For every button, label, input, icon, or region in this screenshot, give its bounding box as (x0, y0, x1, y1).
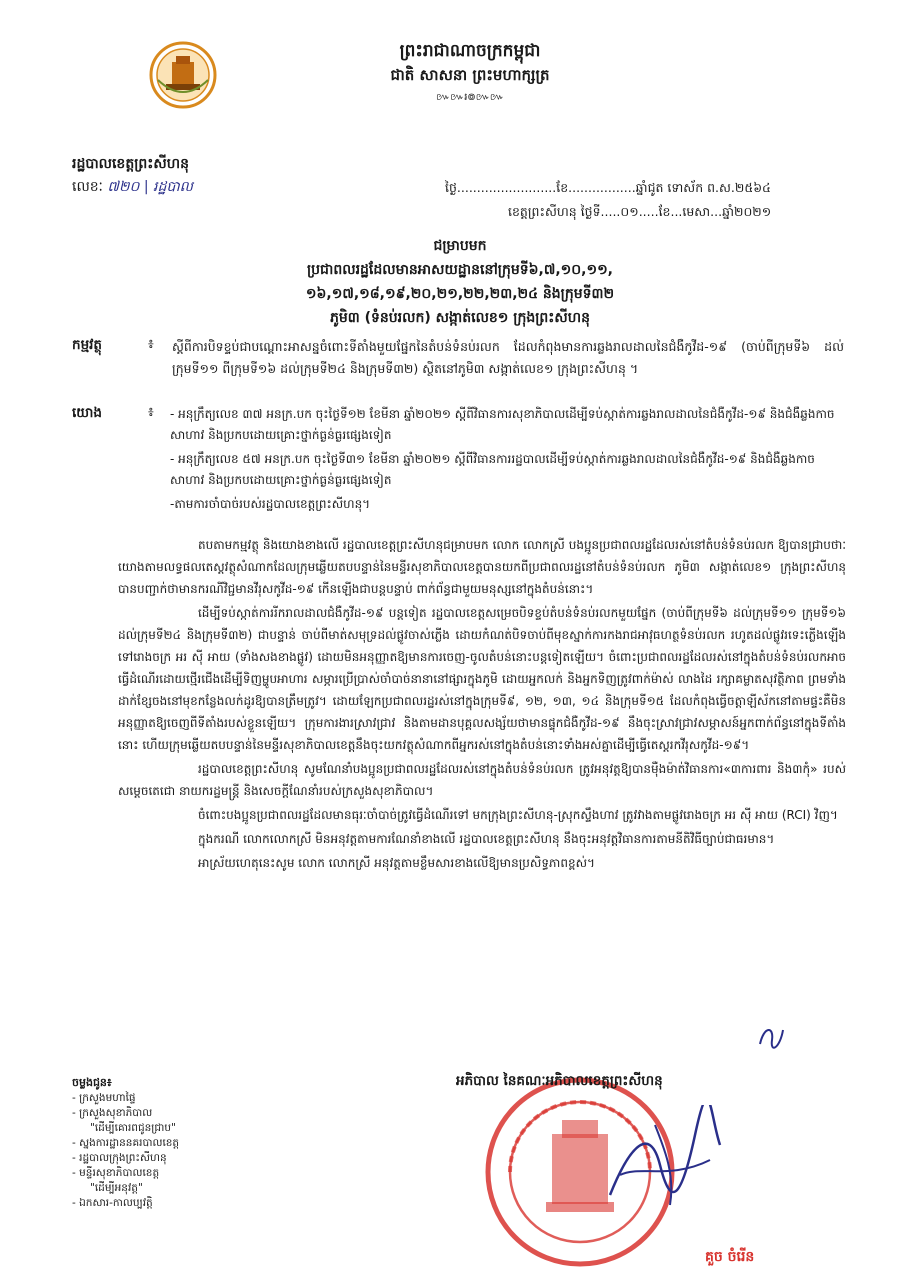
body-paragraph: រដ្ឋបាលខេត្តព្រះសីហនុ សូមណែនាំបងប្អូនប្រជាពលរដ្ឋដែលរស់នៅក្នុងតំបន់ទំនប់រលក ត្រូវអនុវត្តឱ្យបានម៉ឺងម៉ាត់វិធានការ«៣ការពារ និង៣កុំ» របស់សម្តេចតេជោ នាយករដ្ឋមន្ត្រី និងសេចក្តីណែនាំរបស់ក្រសួងសុខាភិបាល។ (118, 762, 846, 798)
cc-item: - មន្ទីរសុខាភិបាលខេត្ត (72, 1167, 160, 1179)
notice-line-1: ប្រជាពលរដ្ឋដែលមានអាសយដ្ឋាននៅក្រុមទី៦,៧,១០,១១, (307, 262, 613, 278)
cc-item: - ក្រសួងសុខាភិបាល (72, 1107, 153, 1119)
cc-item: - រដ្ឋបាលក្រុងព្រះសីហនុ (72, 1152, 167, 1164)
cc-item: "ដើម្បីគោរពជូនជ្រាប" (90, 1122, 176, 1134)
body-paragraph: អាស្រ័យហេតុនេះសូម លោក លោកស្រី អនុវត្តតាមខ្លឹមសារខាងលើឱ្យមានប្រសិទ្ធភាពខ្ពស់។ (198, 856, 595, 870)
solar-date: ខេត្តព្រះសីហនុ ថ្ងៃទី.....០១.....ខែ...មេសា...ឆ្នាំ២០២១ (508, 204, 772, 219)
subject-text: ស្តីពីការបិទខ្ទប់ជាបណ្តោះអាសន្នចំពោះទីតាំងមួយផ្នែកនៃតំបន់ទំនប់រលក ដែលកំពុងមានការឆ្លងរាលដាលនៃជំងឺកូវីដ-១៩ (ចាប់ពីក្រុមទី៦ ដល់ក្រុមទី១១ ពីក្រុមទី១៦ ដល់ក្រុមទី២៤ និងក្រុមទី៣២) ស្ថិតនៅភូមិ៣ សង្កាត់លេខ១ ក្រុងព្រះសីហនុ ។ (172, 339, 844, 376)
subject-label: កម្មវត្ថុ (72, 337, 102, 353)
ornament: ៚៚៛៙៚៚ (435, 92, 505, 103)
cc-title: ចម្លងជូន៖ (72, 1076, 112, 1089)
notice-line-3: ភូមិ៣ (ទំនប់រលក) សង្កាត់លេខ១ ក្រុងព្រះសីហនុ (330, 310, 590, 326)
reference-sep: ៖ (148, 405, 154, 420)
body-paragraph: តបតាមកម្មវត្ថុ និងយោងខាងលើ រដ្ឋបាលខេត្តព្រះសីហនុជម្រាបមក លោក លោកស្រី បងប្អូនប្រជាពលរដ្ឋដែលរស់នៅតំបន់ទំនប់រលក ឱ្យបានជ្រាបថាៈ យោងតាមលទ្ធផលតេស្តវត្ថុសំណាកដែលក្រុមឆ្លើយតបបន្ទាន់នៃមន្ទីរសុខាភិបាលខេត្តបានយកពីប្រជាពលរដ្ឋនៅតំបន់ទំនប់រលក ភូមិ៣ សង្កាត់លេខ១ ក្រុងព្រះសីហនុ បានបញ្ជាក់ថាមានករណីវិជ្ជមានវីរុសកូវីដ-១៩ កើនឡើងជាបន្តបន្ទាប់ ពាក់ព័ន្ធជាមួយមនុស្សនៅក្នុងតំបន់នោះ។ (118, 538, 846, 596)
cc-item: - ឯកសារ-កាលប្បវត្តិ (72, 1197, 153, 1209)
subject-sep: ៖ (148, 337, 154, 352)
notice-line-2: ១៦,១៧,១៨,១៩,២០,២១,២២,២៣,២៤ និងក្រុមទី៣២ (305, 286, 615, 302)
body-paragraph: ក្នុងករណី លោកលោកស្រី មិនអនុវត្តតាមការណែនាំខាងលើ រដ្ឋបាលខេត្តព្រះសីហនុ នឹងចុះអនុវត្តវិធានការតាមនីតិវិធីច្បាប់ជាធរមាន។ (198, 832, 775, 846)
reference-item: - អនុក្រឹត្យលេខ ៣៧ អនក្រ.បក ចុះថ្ងៃទី១២ ខែមីនា ឆ្នាំ២០២១ ស្តីពីវិធានការសុខាភិបាលដើម្បីទប់ស្កាត់ការឆ្លងរាលដាលនៃជំងឺកូវីដ-១៩ និងជំងឺឆ្លងកាចសាហាវ និងប្រកបដោយគ្រោះថ្នាក់ធ្ងន់ធ្ងរផ្សេងទៀត (170, 407, 835, 442)
signature-title: អភិបាល នៃគណៈអភិបាលខេត្តព្រះសីហនុ (456, 1073, 663, 1089)
body-paragraph: ដើម្បីទប់ស្កាត់ការរីករាលដាលជំងឺកូវីដ-១៩ បន្តទៀត រដ្ឋបាលខេត្តសម្រេចបិទខ្ទប់តំបន់ទំនប់រលកមួយផ្នែក (ចាប់ពីក្រុមទី៦ ដល់ក្រុមទី១១ ក្រុមទី១៦ ដល់ក្រុមទី២៤ និងក្រុមទី៣២) ជាបន្ទាន់ ចាប់ពីមាត់សមុទ្រដល់ផ្លូវចាស់ភ្លើង ដោយកំណត់បិទចាប់ពីមុខស្នាក់ការកងរាជអាវុធហត្ថទំនប់រលក រហូតដល់ផ្លូវរទេះភ្លើងឡើងទៅរោងចក្រ អរ ស៊ី អាយ (ទាំងសងខាងផ្លូវ) ដោយមិនអនុញ្ញាតឱ្យមានការចេញ-ចូលតំបន់នោះបន្តទៀតឡើយ។ ចំពោះប្រជាពលរដ្ឋដែលរស់នៅក្នុងតំបន់ទំនប់រលកអាចធ្វើដំណើរដោយថ្មើរជើងដើម្បីទិញម្ហូបអាហារ សម្ភារប្រើប្រាស់ចាំបាច់នានានៅផ្សារក្នុងភូមិ ដោយអ្នកលក់ និងអ្នកទិញត្រូវពាក់ម៉ាស់ លាងដៃ រក្សាគម្លាតសុវត្ថិភាព ព្រមទាំងដាក់ខ្សែចងនៅមុខកន្លែងលក់ដូរឱ្យបានត្រឹមត្រូវ។ ដោយឡែកប្រជាពលរដ្ឋរស់នៅក្នុងក្រុមទី៩, ១២, ១៣, ១៤ និងក្រុមទី១៥ ដែលកំពុងធ្វើចត្តាឡីស័កនៅតាមផ្ទះគឺមិនអនុញ្ញាតឱ្យចេញពីទីតាំងរបស់ខ្លួនឡើយ។ ក្រុមការងារស្រាវជ្រាវ និងតាមដានបុគ្គលសង្ស័យថាមានផ្ទុកជំងឺកូវីដ-១៩ នឹងចុះស្រាវជ្រាវសម្ភាសន៍អ្នកពាក់ព័ន្ធនៅក្នុងទីតាំងនោះ ហើយក្រុមឆ្លើយតបបន្ទាន់នៃមន្ទីរសុខាភិបាលខេត្តនឹងចុះយកវត្ថុសំណាកពីអ្នករស់នៅក្នុងតំបន់នោះទាំងអស់គ្នាដើម្បីធ្វើតេស្តរកវីរុសកូវីដ-១៩។ (118, 606, 846, 752)
cc-item: - ក្រសួងមហាផ្ទៃ (72, 1092, 136, 1104)
reference-label: យោង (72, 405, 102, 421)
reference-list (156, 404, 846, 515)
initial-mark (756, 1022, 786, 1052)
reference-item: - អនុក្រឹត្យលេខ ៥៧ អនក្រ.បក ចុះថ្ងៃទី៣១ ខែមីនា ឆ្នាំ២០២១ ស្តីពីវិធានការរដ្ឋបាលដើម្បីទប់ស្កាត់ការឆ្លងរាលដាលនៃជំងឺកូវីដ-១៩ និងជំងឺឆ្លងកាចសាហាវ និងប្រកបដោយគ្រោះថ្នាក់ធ្ងន់ធ្ងរផ្សេងទៀត (170, 452, 815, 487)
cc-block (72, 1075, 272, 1211)
number-value: ៧២០ | រដ្ឋបាល (107, 179, 193, 195)
handwritten-signature (600, 1105, 730, 1215)
notice-heading: ជម្រាបមក (433, 238, 487, 254)
national-motto: ជាតិ សាសនា ព្រះមហាក្សត្រ (390, 66, 550, 84)
lunar-date: ថ្ងៃ.........................ខែ.................ឆ្នាំជូត ទោស័ក ព.ស.២៥៦៤ (445, 180, 771, 195)
cc-item: - ស្នងការដ្ឋាននគរបាលខេត្ត (72, 1137, 180, 1149)
kingdom-title: ព្រះរាជាណាចក្រកម្ពុជា (399, 41, 541, 61)
body-paragraph: ចំពោះបងប្អូនប្រជាពលរដ្ឋដែលមានធុរៈចាំបាច់ត្រូវធ្វើដំណើរទៅ មកក្រុងព្រះសីហនុ-ស្រុកស្ទឹងហាវ ត្រូវវាងតាមផ្លូវរោងចក្រ អរ ស៊ី អាយ (RCI) វិញ។ (198, 808, 838, 822)
cc-item: "ដើម្បីអនុវត្ត" (90, 1182, 143, 1194)
reference-item: -តាមការចាំបាច់របស់រដ្ឋបាលខេត្តព្រះសីហនុ។ (170, 497, 371, 511)
number-label: លេខៈ (72, 179, 103, 195)
signer-name: គួច ចំរើន (705, 1249, 755, 1265)
body (118, 534, 846, 874)
issuing-authority: រដ្ឋបាលខេត្តព្រះសីហនុ (72, 156, 189, 172)
provincial-logo (148, 40, 218, 110)
reference-number (72, 178, 332, 196)
